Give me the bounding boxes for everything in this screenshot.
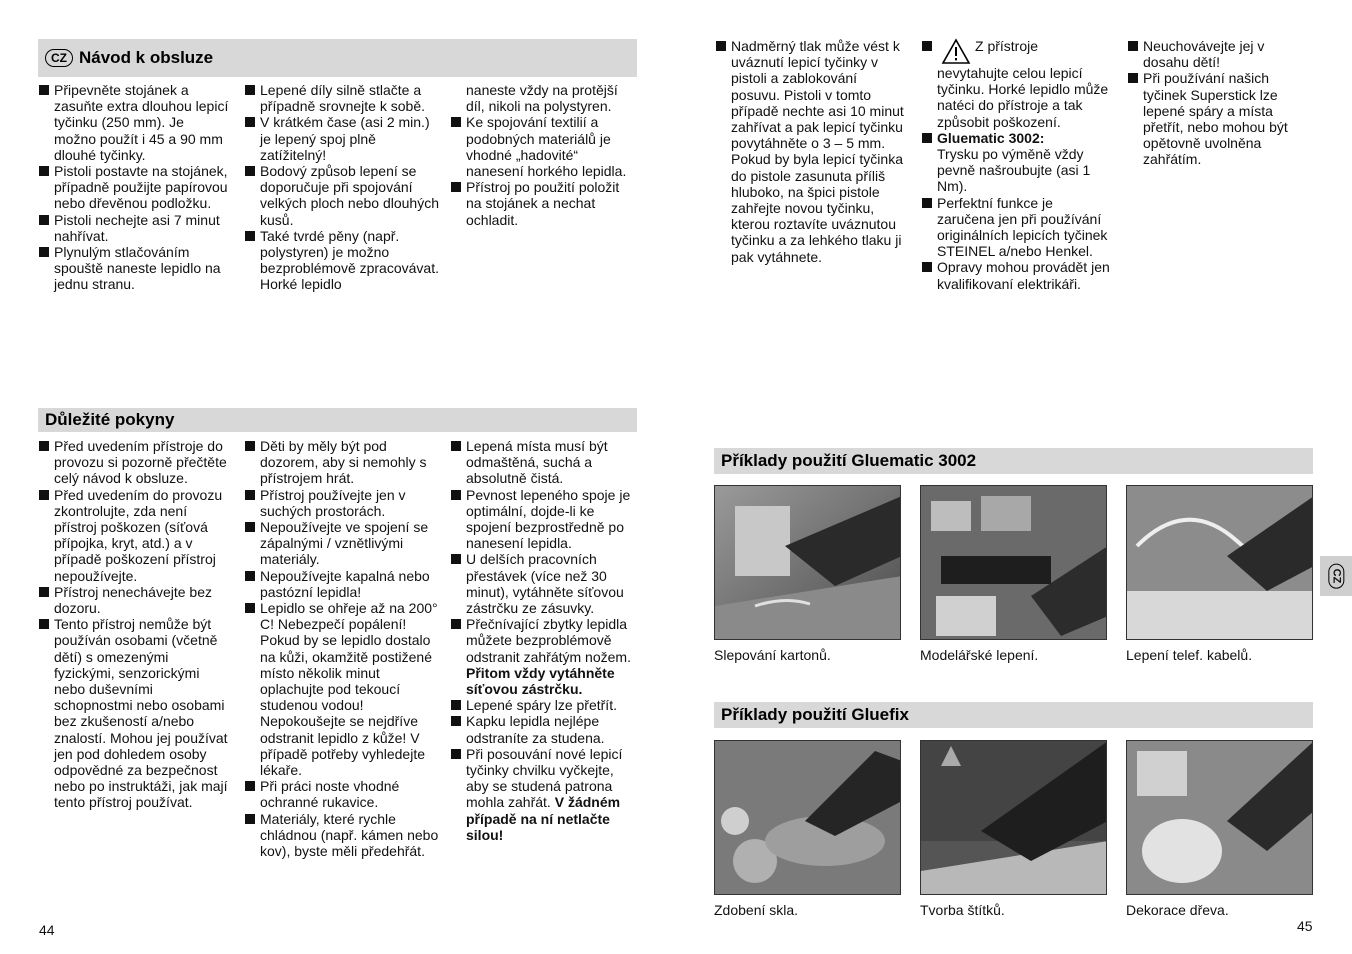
photo-cable-gluing	[1126, 485, 1313, 640]
list-item: Nadměrný tlak může vést k uváznutí lepicí tyčinky v pistoli a zablokování posuvu. Pistoli v tomto případě nechte asi 10 minut zahřívat a pak lepicí tyčinku povytáhněte o 3 – 5 mm. Pokud by byla lepicí tyčinka do pistole zasunuta příliš hluboko, na špici pistole zahřejte novou tyčinku, kterou roztavíte uváznutou tyčinku a za lehkého tlaku ji pak vytáhnete.	[716, 38, 906, 265]
notes-col-3	[451, 438, 639, 843]
caption: Slepování kartonů.	[714, 647, 831, 663]
list-item: Při práci noste vhodné ochranné rukavice.	[245, 778, 439, 810]
language-badge: CZ	[1328, 564, 1344, 589]
notes-col-1	[39, 438, 229, 811]
item-text-bold: V žádném případě na ní netlačte silou!	[466, 794, 621, 843]
list-item: Ke spojování textilií a podobných materiálů je vhodné „hadovité“ nanesení horkého lepidla.	[451, 114, 637, 179]
item-text: Z přístroje nevytahujte celou lepicí tyčinku. Horké lepidlo může natéci do přístroje a tak způsobit poškození.	[937, 38, 1109, 130]
list-item: Při používání našich tyčinek Superstick lze lepené spáry a místa přetřít, nebo mohou být opětovně uvolněna zahřátím.	[1128, 70, 1306, 167]
list-item: Přístroj po použití položit na stojánek a nechat ochladit.	[451, 179, 637, 228]
section-header-gluematic-examples	[714, 448, 1313, 474]
list-item: Perfektní funkce je zaručena jen při používání originálních lepicích tyčinek STEINEL a/nebo Henkel.	[922, 195, 1112, 260]
list-item: Tento přístroj nemůže být používán osobami (včetně dětí) s omezenými fyzickými, senzorickými nebo duševními schopnostmi nebo osobami bez zkušeností a/nebo znalostí. Mohou jej používat jen pod dohledem osoby odpovědné za bezpečnost nebo po instruktáži, jak mají tento přístroj používat.	[39, 616, 229, 810]
photo-model-gluing	[920, 485, 1107, 640]
caption: Zdobení skla.	[714, 902, 799, 918]
list-item: Lepené spáry lze přetřít.	[451, 697, 639, 713]
caption: Modelářské lepení.	[920, 647, 1039, 663]
warning-icon	[941, 38, 971, 65]
list-item: Materiály, které rychle chládnou (např. kámen nebo kov), byste měli předehřát.	[245, 811, 439, 860]
list-item: Pistoli postavte na stojánek, případně použijte papírovou nebo dřevěnou podložku.	[39, 163, 229, 212]
list-item-continued: naneste vždy na protější díl, nikoli na polystyren.	[466, 82, 618, 115]
section-title: Návod k obsluze	[79, 48, 214, 67]
right-col-2	[922, 38, 1112, 292]
list-item	[451, 746, 639, 843]
list-item	[922, 38, 1112, 130]
notes-col-2	[245, 438, 439, 859]
operating-col-3	[451, 82, 637, 228]
list-item: Děti by měly být pod dozorem, aby si nemohly s přístrojem hrát.	[245, 438, 439, 487]
photo-wood-decoration	[1126, 740, 1313, 895]
section-title: Důležité pokyny	[45, 410, 175, 429]
list-item: Opravy mohou provádět jen kvalifikovaní elektrikáři.	[922, 259, 1112, 291]
list-item: U delších pracovních přestávek (více než 30 minut), vytáhněte síťovou zástrčku ze zásuvky.	[451, 551, 639, 616]
list-item: V krátkém čase (asi 2 min.) je lepený spoj plně zatížitelný!	[245, 114, 439, 163]
language-side-tab	[1320, 556, 1352, 596]
list-item: Plynulým stlačováním spouště naneste lepidlo na jednu stranu.	[39, 244, 229, 293]
section-header-operating-instructions	[38, 39, 637, 77]
section-header-gluefix-examples	[714, 702, 1313, 728]
list-item	[451, 616, 639, 697]
item-text-bold: Přitom vždy vytáhněte síťovou zástrčku.	[466, 664, 615, 698]
list-item: Lepidlo se ohřeje až na 200° C! Nebezpečí popálení! Pokud by se lepidlo dostalo na kůži, okamžitě postižené místo několik minut oplachujte pod tekoucí studenou vodou! Nepokoušejte se nejdříve odstranit lepidlo z kůže! V případě potřeby vyhledejte lékaře.	[245, 600, 439, 778]
item-text: Při posouvání nové lepicí tyčinky chvilku vyčkejte, aby se studená patrona mohla zahřát.	[466, 745, 623, 811]
list-item: Kapku lepidla nejlépe odstraníte za studena.	[451, 713, 639, 745]
section-header-important-notes	[38, 408, 637, 432]
list-item: Přístroj používejte jen v suchých prostorách.	[245, 487, 439, 519]
caption: Lepení telef. kabelů.	[1126, 647, 1253, 663]
list-item: Také tvrdé pěny (např. polystyren) je možno bezproblémově zpracovávat. Horké lepidlo	[245, 228, 439, 293]
list-item: Bodový způsob lepení se doporučuje při spojování velkých ploch nebo dlouhých kusů.	[245, 163, 439, 228]
page-number-right: 45	[1297, 918, 1313, 934]
language-badge: CZ	[45, 49, 73, 67]
page-number-left: 44	[39, 922, 55, 938]
item-text: Přečnívající zbytky lepidla můžete bezproblémově odstranit zahřátým nožem.	[466, 616, 631, 665]
list-item: Před uvedením přístroje do provozu si pozorně přečtěte celý návod k obsluze.	[39, 438, 229, 487]
section-title: Příklady použití Gluematic 3002	[721, 451, 977, 470]
operating-col-1	[39, 82, 229, 293]
photo-label-making	[920, 740, 1107, 895]
operating-col-2	[245, 82, 439, 293]
photo-glass-decoration	[714, 740, 901, 895]
photo-cardboard-gluing	[714, 485, 901, 640]
list-item	[922, 130, 1112, 195]
list-item: Lepená místa musí být odmaštěná, suchá a absolutně čistá.	[451, 438, 639, 487]
right-col-3	[1128, 38, 1306, 168]
list-item: Pevnost lepeného spoje je optimální, dojde-li ke spojení bezprostředně po nanesení lepidla.	[451, 487, 639, 552]
list-item: Nepoužívejte kapalná nebo pastózní lepidla!	[245, 568, 439, 600]
list-item: Před uvedením do provozu zkontrolujte, zda není přístroj poškozen (síťová přípojka, kryt, atd.) a v případě poškození přístroj nepoužívejte.	[39, 487, 229, 584]
list-item: Neuchovávejte jej v dosahu dětí!	[1128, 38, 1306, 70]
section-title: Příklady použití Gluefix	[721, 705, 909, 724]
right-col-1	[716, 38, 906, 265]
list-item: Přístroj nenechávejte bez dozoru.	[39, 584, 229, 616]
list-item: Připevněte stojánek a zasuňte extra dlouhou lepicí tyčinku (250 mm). Je možno použít i 45 a 90 mm dlouhé tyčinky.	[39, 82, 229, 163]
caption: Dekorace dřeva.	[1126, 902, 1229, 918]
item-text-bold: Gluematic 3002:	[937, 129, 1045, 146]
caption: Tvorba štítků.	[920, 902, 1005, 918]
list-item: Lepené díly silně stlačte a případně srovnejte k sobě.	[245, 82, 439, 114]
list-item: Nepoužívejte ve spojení se zápalnými / vznětlivými materiály.	[245, 519, 439, 568]
list-item: Pistoli nechejte asi 7 minut nahřívat.	[39, 212, 229, 244]
item-text: Trysku po výměně vždy pevně našroubujte (asi 1 Nm).	[937, 146, 1091, 195]
